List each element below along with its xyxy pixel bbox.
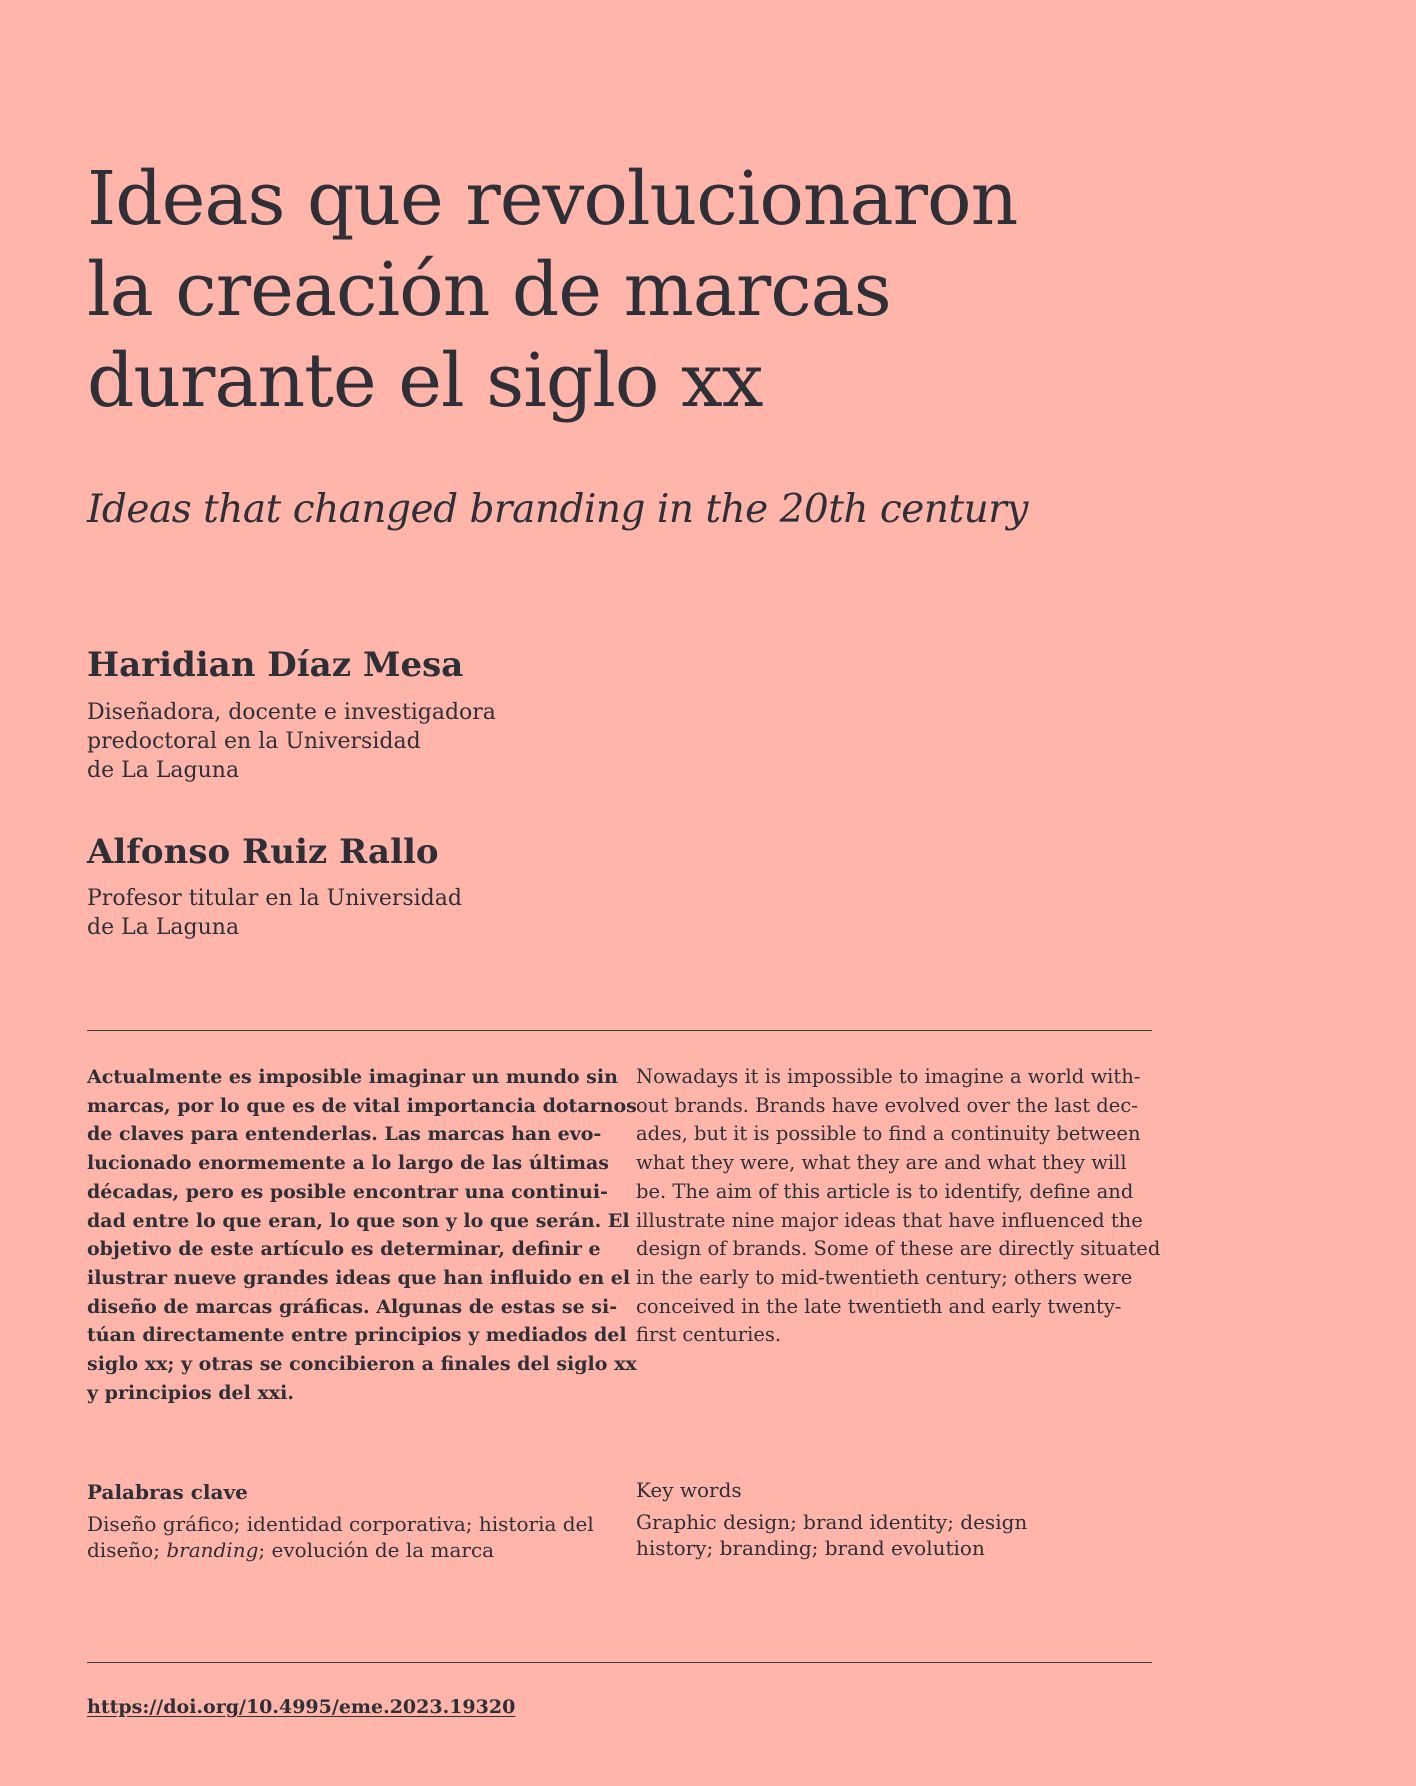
abstract-line: y principios del xxi.	[87, 1381, 294, 1404]
abstract-line: Nowadays it is impossible to imagine a world with-	[636, 1065, 1141, 1088]
abstract-line: dad entre lo que eran, lo que son y lo que serán. El	[87, 1209, 630, 1232]
abstract-line: lucionado enormemente a lo largo de las últimas	[87, 1152, 609, 1175]
abstract-line: illustrate nine major ideas that have influenced the	[636, 1208, 1143, 1232]
affiliation-line: Diseñadora, docente e investigadora	[87, 700, 496, 725]
title-line: durante el siglo xx	[87, 338, 763, 424]
footer-divider	[87, 1662, 1152, 1663]
keywords-heading-english: Key words	[636, 1478, 742, 1502]
doi-link[interactable]: https://doi.org/10.4995/eme.2023.19320	[87, 1696, 516, 1718]
article-subtitle: Ideas that changed branding in the 20th century	[87, 487, 1028, 532]
abstract-line: de claves para entenderlas. Las marcas han evo-	[87, 1123, 602, 1146]
author-affiliation	[87, 698, 496, 785]
author-name: Alfonso Ruiz Rallo	[87, 832, 439, 872]
article-title	[87, 154, 1087, 427]
keywords-line: history; branding; brand evolution	[636, 1536, 985, 1560]
abstract-line: be. The aim of this article is to identify, define and	[636, 1179, 1134, 1203]
author-affiliation	[87, 884, 462, 942]
affiliation-line: Profesor titular en la Universidad	[87, 886, 462, 911]
affiliation-line: predoctoral en la Universidad	[87, 729, 421, 754]
keywords-spanish	[87, 1511, 594, 1563]
keywords-italic-term: branding	[166, 1538, 259, 1562]
keywords-heading-spanish: Palabras clave	[87, 1480, 248, 1504]
title-line: Ideas que revolucionaron	[87, 156, 1018, 242]
abstract-line: in the early to mid-twentieth century; others were	[636, 1265, 1133, 1289]
author-name: Haridian Díaz Mesa	[87, 645, 464, 685]
keywords-text: ; evolución de la marca	[258, 1538, 495, 1562]
abstract-line: décadas, pero es posible encontrar una continui-	[87, 1180, 608, 1203]
abstract-spanish	[87, 1063, 637, 1407]
abstract-line: diseño de marcas gráficas. Algunas de estas se si-	[87, 1295, 618, 1318]
abstract-line: first centuries.	[636, 1323, 782, 1347]
keywords-english	[636, 1509, 1027, 1561]
abstract-line: out brands. Brands have evolved over the last dec-	[636, 1093, 1138, 1117]
keywords-line: Diseño gráfico; identidad corporativa; historia del	[87, 1512, 594, 1536]
keywords-line: Graphic design; brand identity; design	[636, 1510, 1028, 1534]
keywords-text: diseño;	[87, 1538, 167, 1562]
abstract-line: marcas, por lo que es de vital importancia dotarnos	[87, 1094, 637, 1117]
abstract-line: siglo xx; y otras se concibieron a finales del siglo xx	[87, 1353, 637, 1376]
abstract-line: conceived in the late twentieth and early twenty-	[636, 1294, 1122, 1318]
affiliation-line: de La Laguna	[87, 915, 240, 940]
affiliation-line: de La Laguna	[87, 758, 240, 783]
section-divider	[87, 1030, 1152, 1031]
abstract-line: túan directamente entre principios y mediados del	[87, 1324, 627, 1347]
title-line: la creación de marcas	[87, 247, 891, 333]
abstract-line: ilustrar nueve grandes ideas que han influido en el	[87, 1266, 631, 1289]
abstract-english	[636, 1063, 1161, 1350]
keywords-line	[87, 1537, 594, 1563]
abstract-line: Actualmente es imposible imaginar un mundo sin	[87, 1066, 618, 1088]
abstract-line: design of brands. Some of these are directly situated	[636, 1237, 1161, 1261]
abstract-line: ades, but it is possible to find a continuity between	[636, 1122, 1141, 1146]
abstract-line: what they were, what they are and what they will	[636, 1151, 1127, 1175]
abstract-line: objetivo de este artículo es determinar, definir e	[87, 1238, 601, 1261]
